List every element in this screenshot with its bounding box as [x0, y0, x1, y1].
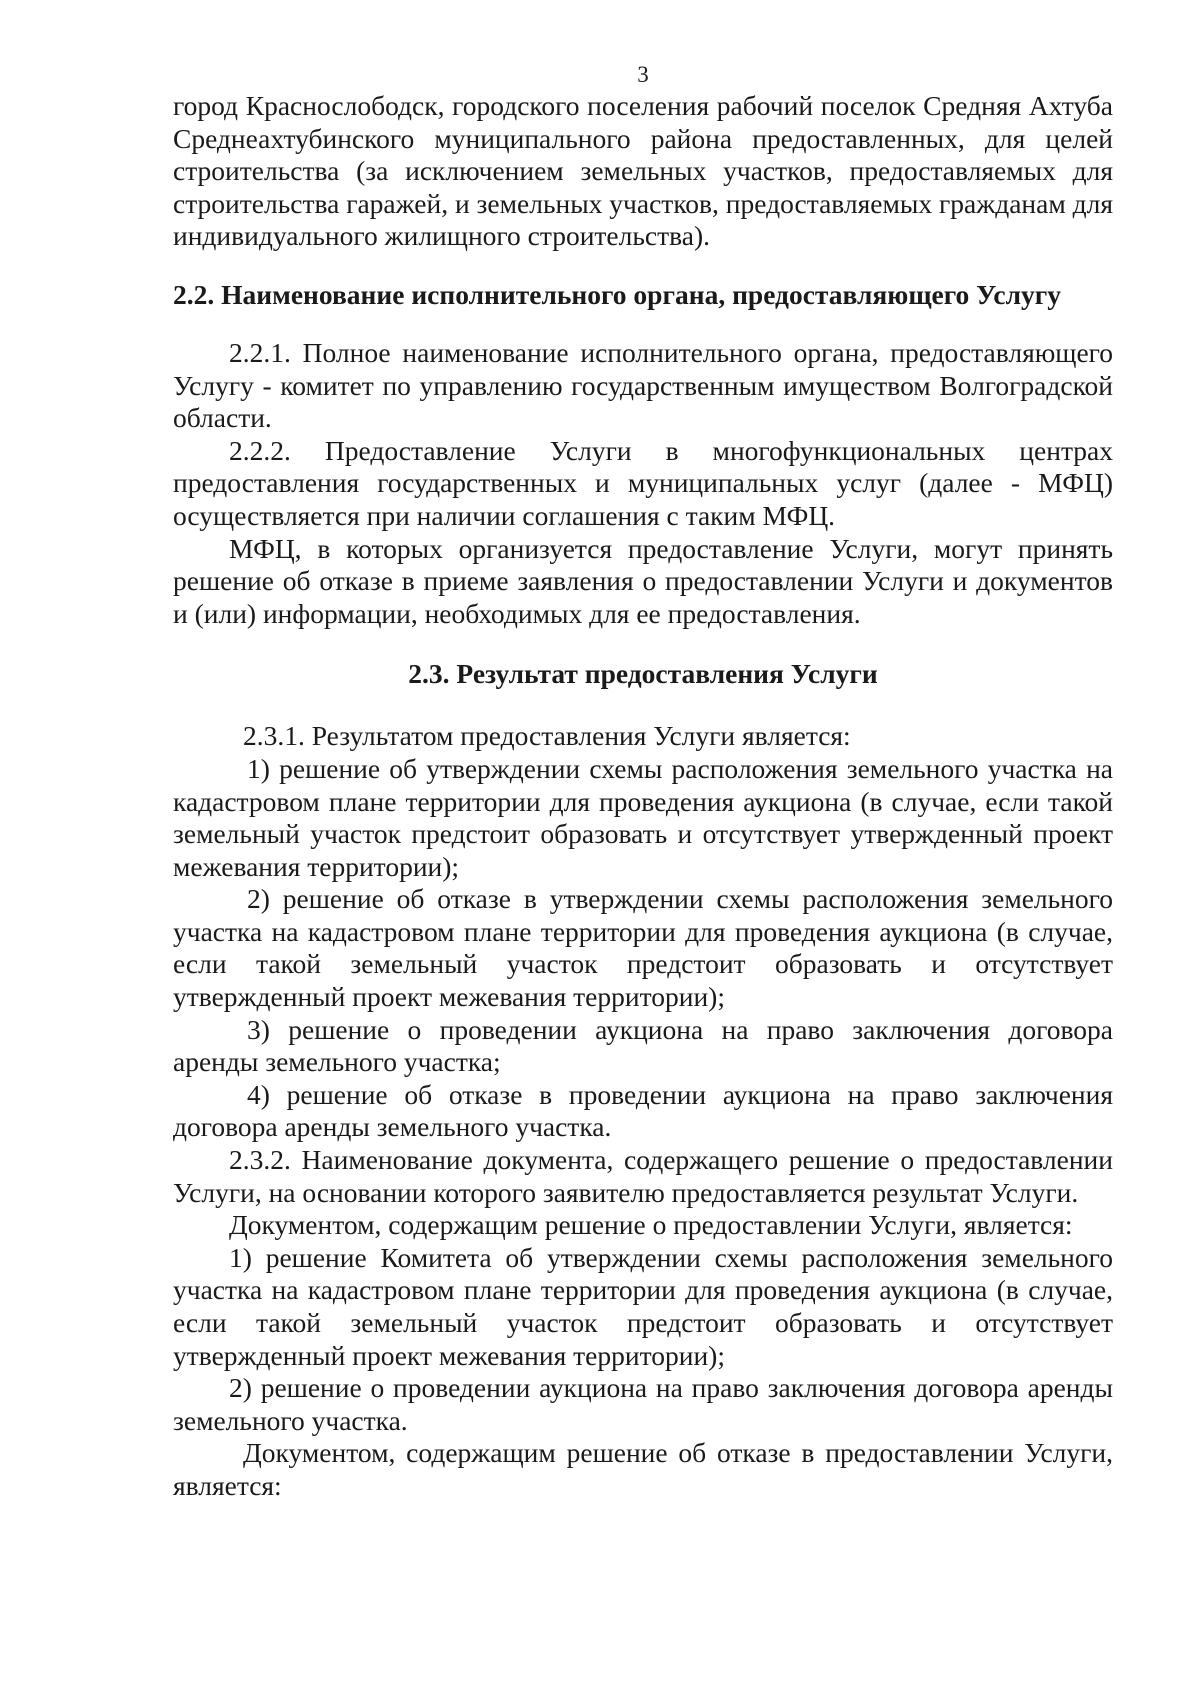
intro-paragraph: город Краснослободск, городского поселения рабочий поселок Средняя Ахтуба Среднеахтубинского муниципального района предоставленных, для целей строительства (за исключением земельных участков, предоставляемых для строительства гаражей, и земельных участков, предоставляемых гражданам для индивидуального жилищного строительства). [173, 90, 1113, 252]
result-item-2: 2) решение об отказе в утверждении схемы расположения земельного участка на кадастровом плане территории для проведения аукциона (в случае, если такой земельный участок предстоит образовать и отсутствует утвержденный проект межевания территории); [173, 883, 1113, 1013]
paragraph-2-2-2: 2.2.2. Предоставление Услуги в многофункциональных центрах предоставления государственных и муниципальных услуг (далее - МФЦ) осуществляется при наличии соглашения с таким МФЦ. [173, 434, 1113, 531]
section-2-3-heading: 2.3. Результат предоставления Услуги [408, 658, 878, 690]
result-item-4: 4) решение об отказе в проведении аукциона на право заключения договора аренды земельного участка. [173, 1078, 1113, 1143]
document-item-2: 2) решение о проведении аукциона на право заключения договора аренды земельного участка. [173, 1372, 1113, 1436]
paragraph-document-refusal: Документом, содержащим решение об отказе в предоставлении Услуги, является: [173, 1437, 1113, 1501]
result-item-1: 1) решение об утверждении схемы расположения земельного участка на кадастровом плане территории для проведения аукциона (в случае, если такой земельный участок предстоит образовать и отсутствует утвержденный проект межевания территории); [173, 752, 1113, 882]
paragraph-2-3-2: 2.3.2. Наименование документа, содержащего решение о предоставлении Услуги, на основании которого заявителю предоставляется результат Услуги. [173, 1144, 1113, 1208]
result-item-3: 3) решение о проведении аукциона на право заключения договора аренды земельного участка; [173, 1013, 1113, 1078]
paragraph-2-2-1: 2.2.1. Полное наименование исполнительного органа, предоставляющего Услугу - комитет по управлению государственным имуществом Волгоградской области. [173, 336, 1113, 434]
paragraph-mfc: МФЦ, в которых организуется предоставление Услуги, могут принять решение об отказе в приеме заявления о предоставлении Услуги и документов и (или) информации, необходимых для ее предоставления. [173, 532, 1113, 629]
paragraph-document-approval: Документом, содержащим решение о предоставлении Услуги, является: [229, 1209, 1073, 1241]
paragraph-2-3-1: 2.3.1. Результатом предоставления Услуги является: [243, 720, 851, 752]
document-page [173, 62, 1113, 1503]
page-number: 3 [637, 62, 649, 87]
document-item-1: 1) решение Комитета об утверждении схемы расположения земельного участка на кадастровом плане территории для проведения аукциона (в случае, если такой земельный участок предстоит образовать и отсутствует утвержденный проект межевания территории); [173, 1241, 1113, 1371]
section-2-2-heading: 2.2. Наименование исполнительного органа, предоставляющего Услугу [173, 278, 1062, 310]
